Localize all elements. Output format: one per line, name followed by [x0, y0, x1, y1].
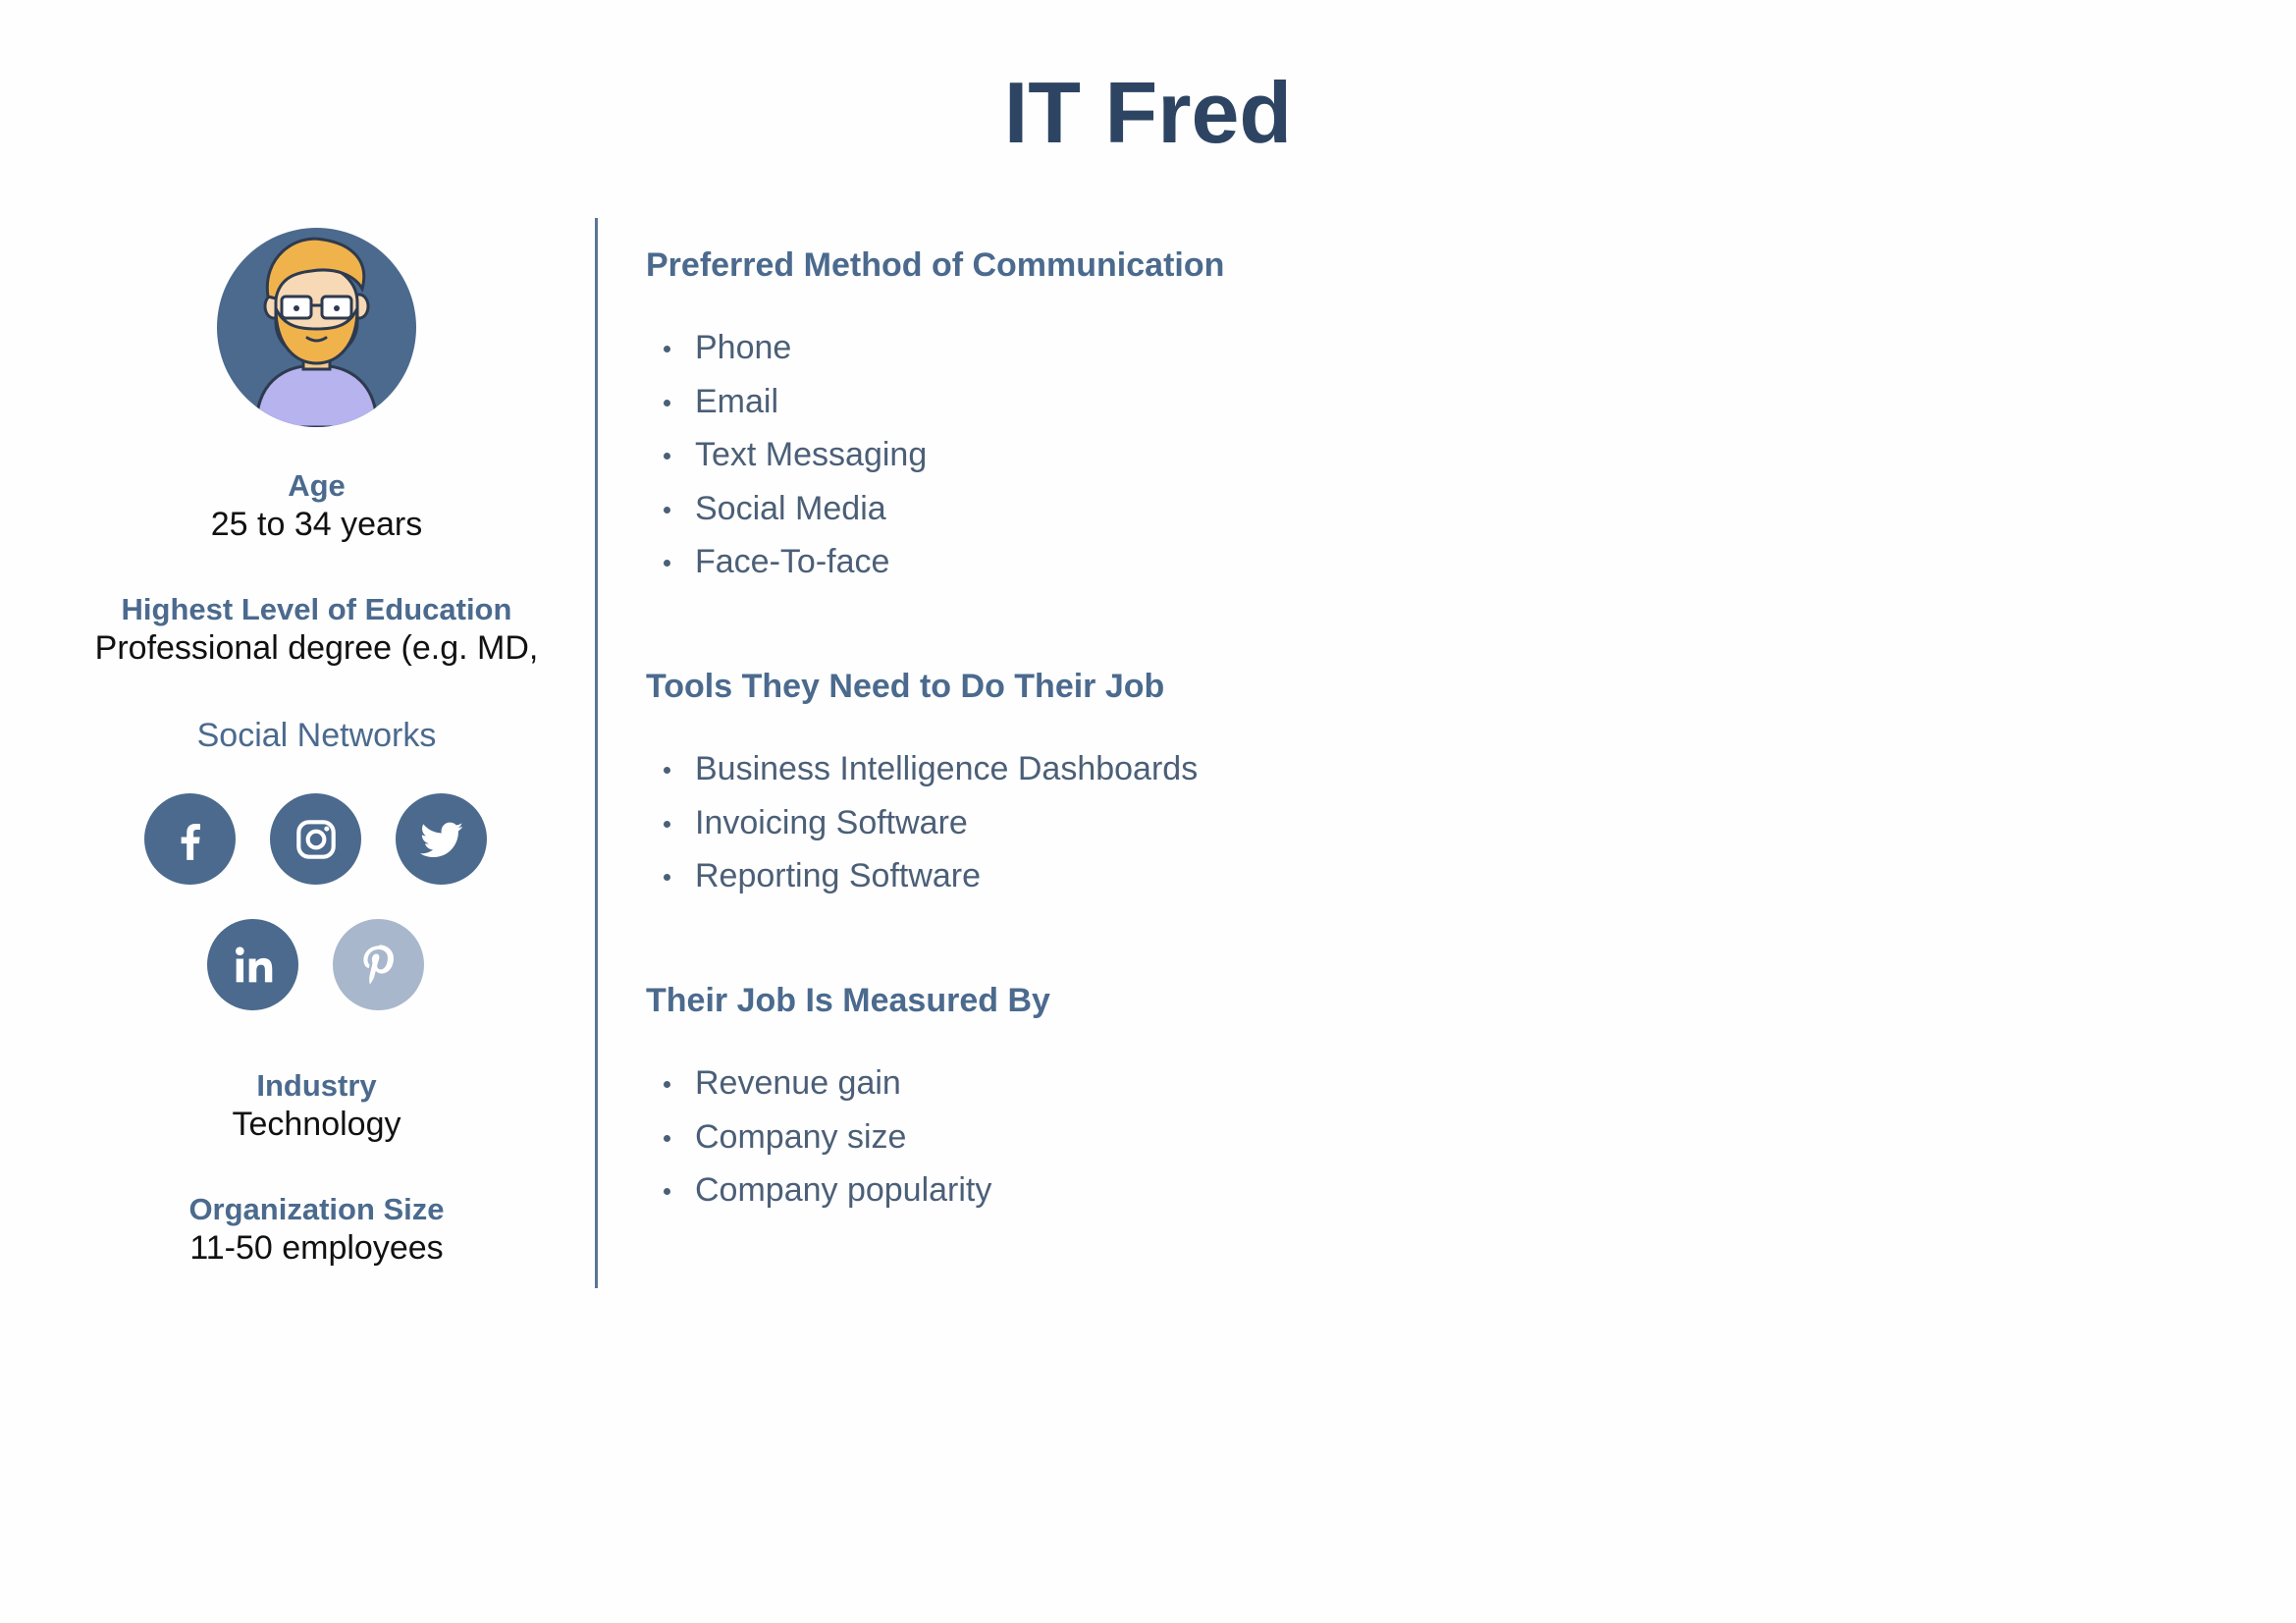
organization-size-value: 11-50 employees	[189, 1229, 444, 1267]
tools-list	[646, 742, 1198, 903]
measured-by-list	[646, 1056, 991, 1217]
list-item: Revenue gain	[646, 1056, 991, 1110]
pinterest-icon[interactable]	[333, 919, 424, 1010]
measured-by-heading: Their Job Is Measured By	[646, 982, 1050, 1019]
communication-list	[646, 321, 927, 589]
list-item: Invoicing Software	[646, 796, 1198, 850]
tools-heading: Tools They Need to Do Their Job	[646, 668, 1165, 705]
column-divider	[595, 218, 598, 1288]
list-item: Text Messaging	[646, 428, 927, 482]
industry-label: Industry	[256, 1068, 377, 1103]
linkedin-icon[interactable]	[207, 919, 298, 1010]
instagram-icon[interactable]	[270, 793, 361, 885]
age-value: 25 to 34 years	[210, 506, 423, 543]
age-label: Age	[288, 468, 346, 503]
list-item: Phone	[646, 321, 927, 375]
education-value: Professional degree (e.g. MD,	[94, 629, 539, 667]
list-item: Reporting Software	[646, 849, 1198, 903]
list-item: Company popularity	[646, 1163, 991, 1217]
education-label: Highest Level of Education	[121, 592, 512, 626]
communication-heading: Preferred Method of Communication	[646, 246, 1225, 284]
social-networks-label: Social Networks	[196, 717, 437, 754]
list-item: Company size	[646, 1110, 991, 1164]
twitter-icon[interactable]	[396, 793, 487, 885]
list-item: Business Intelligence Dashboards	[646, 742, 1198, 796]
persona-title: IT Fred	[1003, 64, 1293, 161]
list-item: Face-To-face	[646, 535, 927, 589]
list-item: Social Media	[646, 482, 927, 536]
list-item: Email	[646, 375, 927, 429]
industry-value: Technology	[232, 1106, 401, 1143]
facebook-icon[interactable]	[144, 793, 236, 885]
organization-size-label: Organization Size	[188, 1192, 445, 1226]
persona-avatar	[217, 228, 416, 427]
